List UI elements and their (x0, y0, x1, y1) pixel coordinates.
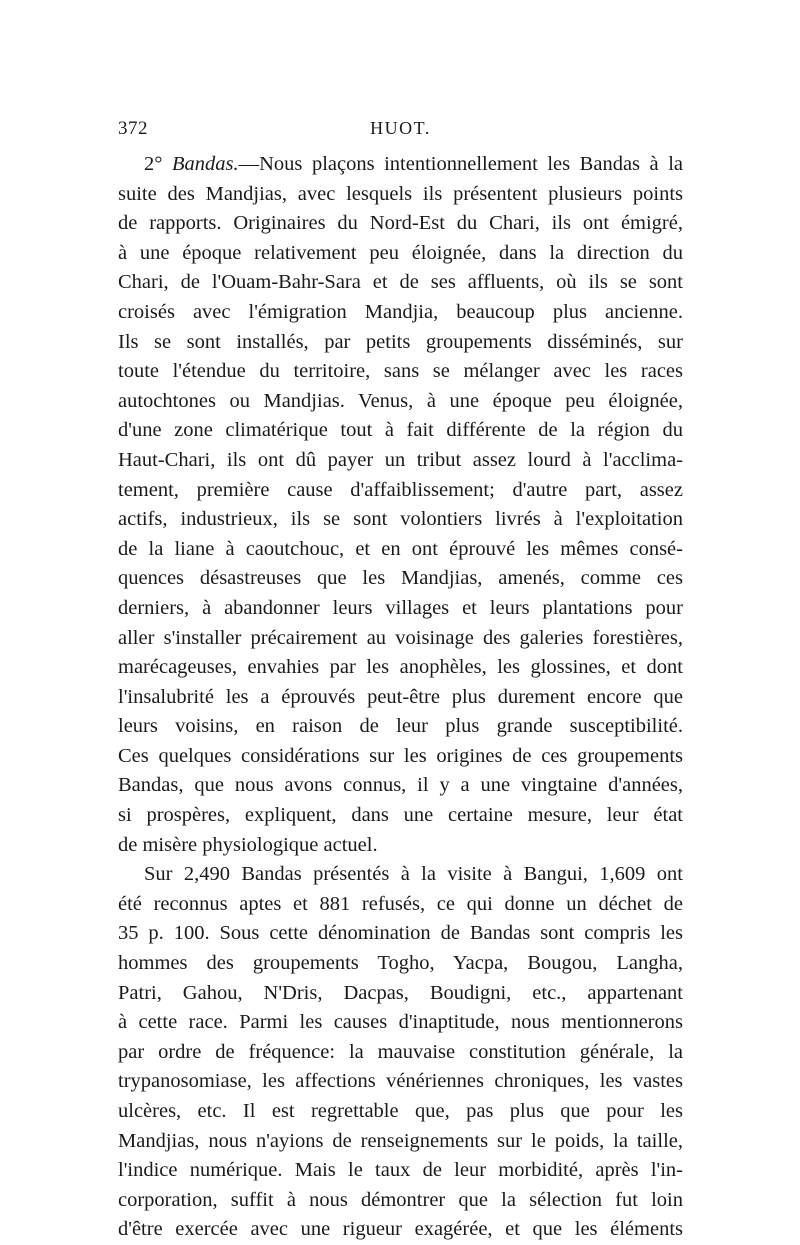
text-line: Ils se sont installés, par petits groupements disséminés, sur (118, 330, 683, 353)
text-line: si prospères, expliquent, dans une certaine mesure, leur état (118, 804, 683, 827)
text-line: d'une zone climatérique tout à fait différente de la région du (118, 419, 683, 442)
section-heading: Bandas. (172, 153, 239, 175)
text-line: Mandjias, nous n'ayions de renseignements sur le poids, la taille, (118, 1129, 683, 1152)
text-line: Ces quelques considérations sur les origines de ces groupements (118, 744, 683, 767)
text-line: marécageuses, envahies par les anophèles, les glossines, et dont (118, 656, 683, 679)
text-line: par ordre de fréquence: la mauvaise constitution générale, la (118, 1040, 683, 1063)
text-line: ulcères, etc. Il est regrettable que, pas plus que pour les (118, 1100, 683, 1122)
section-number: 2° (144, 153, 163, 175)
text-line: Sur 2,490 Bandas présentés à la visite à Bangui, 1,609 ont (144, 863, 683, 886)
text-line: autochtones ou Mandjias. Venus, à une époque peu éloignée, (118, 389, 683, 412)
text-line: corporation, suffit à nous démontrer que la sélection fut loin (118, 1188, 683, 1211)
text-line: de rapports. Originaires du Nord-Est du Chari, ils ont émigré, (118, 212, 683, 235)
running-title: HUOT. (370, 118, 431, 138)
text-line: Chari, de l'Ouam-Bahr-Sara et de ses affluents, où ils se sont (118, 271, 683, 294)
text-line: à cette race. Parmi les causes d'inaptitude, nous mentionnerons (118, 1011, 683, 1034)
text-line: tement, première cause d'affaiblissement; d'autre part, assez (118, 478, 683, 501)
text-line: d'être exercée avec une rigueur exagérée, et que les éléments (118, 1218, 683, 1241)
text-line: derniers, à abandonner leurs villages et leurs plantations pour (118, 596, 683, 619)
text-fragment: —Nous plaçons intentionnellement les Bandas à la (238, 153, 683, 175)
text-line: croisés avec l'émigration Mandjia, beaucoup plus ancienne. (118, 300, 683, 323)
text-line: aller s'installer précairement au voisinage des galeries forestières, (118, 626, 683, 649)
text-line: hommes des groupements Togho, Yacpa, Bougou, Langha, (118, 952, 683, 975)
text-line: leurs voisins, en raison de leur plus grande susceptibilité. (118, 715, 683, 738)
page-number: 372 (118, 118, 148, 139)
text-line: été reconnus aptes et 881 refusés, ce qui donne un déchet de (118, 892, 683, 915)
text-line: de la liane à caoutchouc, et en ont éprouvé les mêmes consé- (118, 537, 683, 560)
text-line: 35 p. 100. Sous cette dénomination de Bandas sont compris les (118, 922, 683, 945)
running-head (118, 118, 683, 142)
text-line: l'insalubrité les a éprouvés peut-être plus durement encore que (118, 685, 683, 708)
text-line: de misère physiologique actuel. (118, 833, 378, 856)
text-line: l'indice numérique. Mais le taux de leur morbidité, après l'in- (118, 1159, 683, 1182)
text-line: toute l'étendue du territoire, sans se mélanger avec les races (118, 360, 683, 383)
text-line: suite des Mandjias, avec lesquels ils présentent plusieurs points (118, 182, 683, 205)
text-line: actifs, industrieux, ils se sont volontiers livrés à l'exploitation (118, 508, 683, 531)
text-line: Bandas, que nous avons connus, il y a une vingtaine d'années, (118, 774, 683, 797)
text-line: trypanosomiase, les affections vénériennes chroniques, les vastes (118, 1070, 683, 1093)
text-line (118, 150, 683, 180)
text-line: Patri, Gahou, N'Dris, Dacpas, Boudigni, etc., appartenant (118, 981, 683, 1004)
body-text (118, 150, 683, 1245)
text-line: à une époque relativement peu éloignée, dans la direction du (118, 241, 683, 264)
text-line: quences désastreuses que les Mandjias, amenés, comme ces (118, 567, 683, 590)
text-line: Haut-Chari, ils ont dû payer un tribut assez lourd à l'acclima- (118, 448, 683, 471)
